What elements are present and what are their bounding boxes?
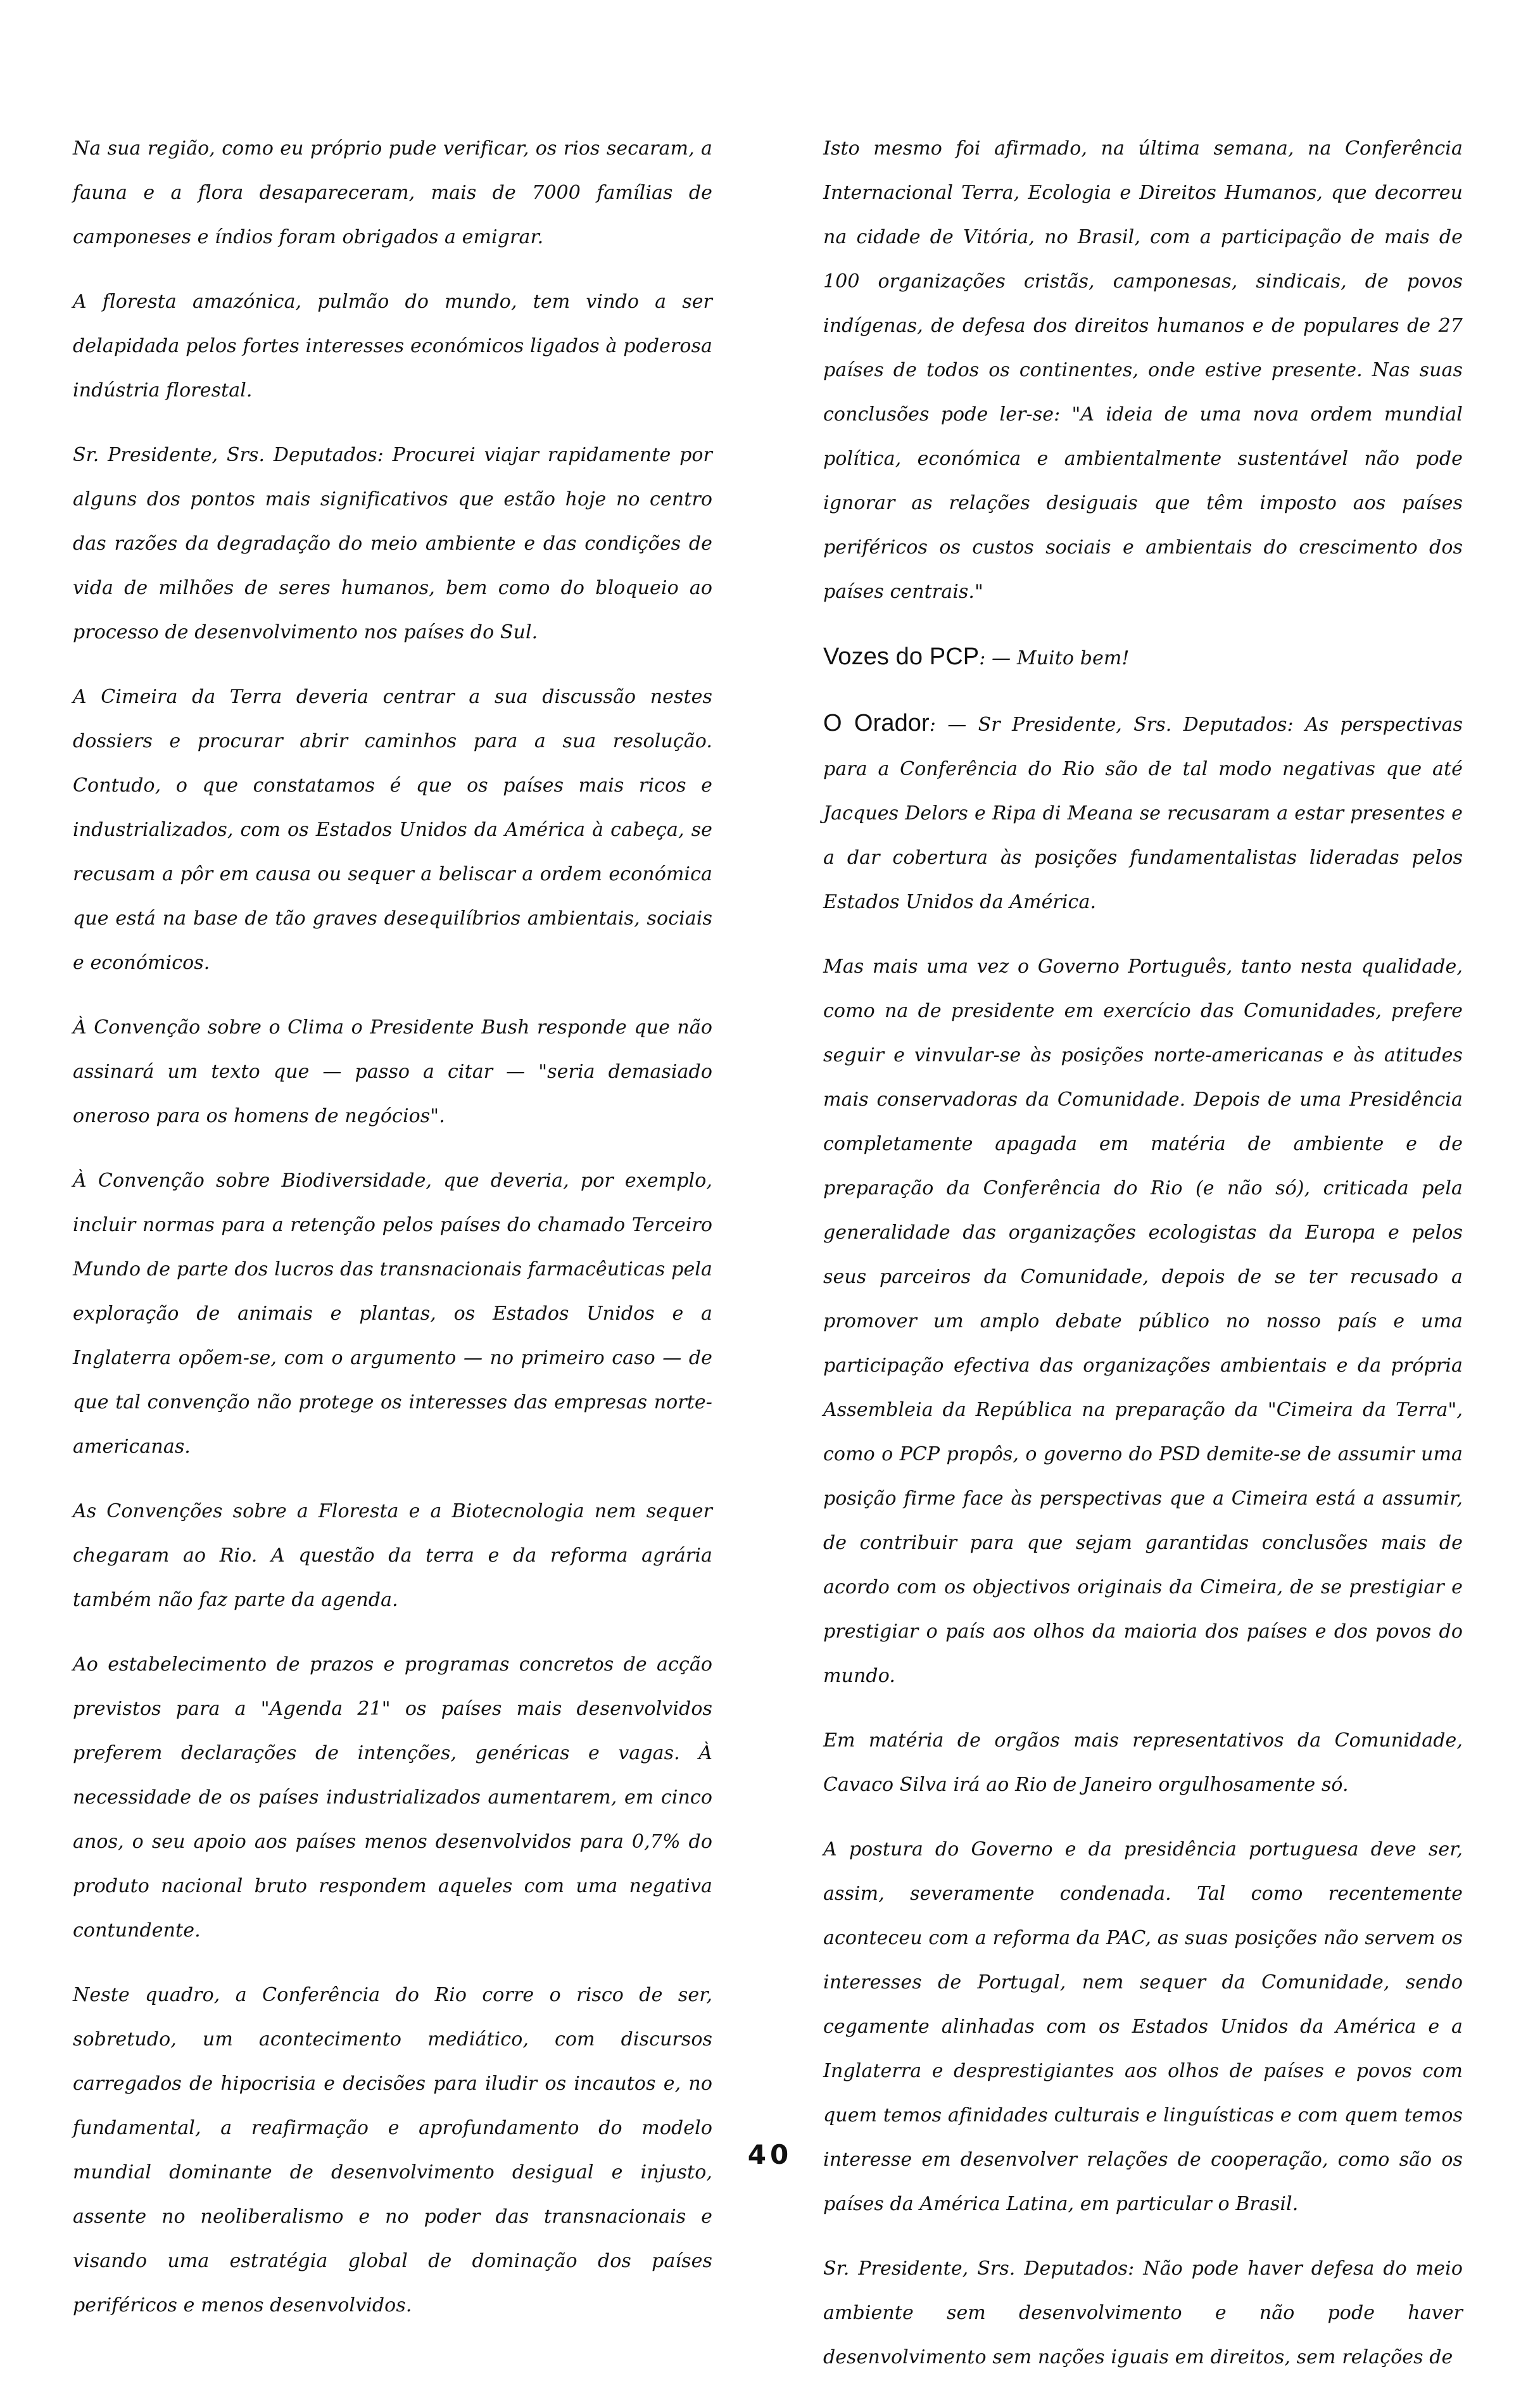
paragraph: Mas mais uma vez o Governo Português, tanto nesta qualidade, como na de presidente em exercício das Comunidades, prefere seguir e vinvular-se às posições norte-americanas e às atitudes mais conservadoras da Comunidade. Depois de uma Presidência completamente apagada em matéria de ambiente e de preparação da Conferência do Rio (e não só), criticada pela generalidade das organizações ecologistas da Europa e pelos seus parceiros da Comunidade, depois de se ter recusado a promover um amplo debate público no nosso país e uma participação efectiva das organizações ambientais e da própria Assembleia da República na preparação da "Cimeira da Terra", como o PCP propôs, o governo do PSD demite-se de assumir uma posição firme face às perspectivas que a Cimeira está a assumir, de contribuir para que sejam garantidas conclusões mais de acordo com os objectivos originais da Cimeira, de se prestigiar e prestigiar o país aos olhos da maioria dos países e dos povos do mundo. [823, 956, 1463, 1687]
paragraph: À Convenção sobre Biodiversidade, que deveria, por exemplo, incluir normas para a retenção pelos países do chamado Terceiro Mundo de parte dos lucros das transnacionais farmacêuticas pela exploração de animais e plantas, os Estados Unidos e a Inglaterra opõem-se, com o argumento — no primeiro caso — de que tal convenção não protege os interesses das empresas norte-americanas. [73, 1170, 712, 1458]
interjection-text: : — Muito bem! [979, 647, 1130, 669]
paragraph: Sr. Presidente, Srs. Deputados: Não pode haver defesa do meio ambiente sem desenvolvimento e não pode haver desenvolvimento sem nações iguais em direitos, sem relações de [823, 2258, 1463, 2368]
right-column [823, 127, 1463, 2400]
paragraph: A postura do Governo e da presidência portuguesa deve ser, assim, severamente condenada. Tal como recentemente aconteceu com a reforma da PAC, as suas posições não servem os interesses de Portugal, nem sequer da Comunidade, sendo cegamente alinhadas com os Estados Unidos da América e a Inglaterra e desprestigiantes aos olhos de países e povos com quem temos afinidades culturais e linguísticas e com quem temos interesse em desenvolver relações de cooperação, como são os países da América Latina, em particular o Brasil. [823, 1838, 1463, 2215]
speech-text: : — Sr Presidente, Srs. Deputados: As perspectivas para a Conferência do Rio são de tal modo negativas que até Jacques Delors e Ripa di Meana se recusaram a estar presentes e a dar cobertura às posições fundamentalistas lideradas pelos Estados Unidos da América. [823, 714, 1463, 913]
paragraph: Na sua região, como eu próprio pude verificar, os rios secaram, a fauna e a flora desapareceram, mais de 7000 famílias de camponeses e índios foram obrigados a emigrar. [73, 137, 712, 248]
paragraph: A Cimeira da Terra deveria centrar a sua discussão nestes dossiers e procurar abrir caminhos para a sua resolução. Contudo, o que constatamos é que os países mais ricos e industrializados, com os Estados Unidos da América à cabeça, se recusam a pôr em causa ou sequer a beliscar a ordem económica que está na base de tão graves desequilíbrios ambientais, sociais e económicos. [73, 686, 712, 974]
paragraph: Sr. Presidente, Srs. Deputados: Procurei viajar rapidamente por alguns dos pontos mais significativos que estão hoje no centro das razões da degradação do meio ambiente e das condições de vida de milhões de seres humanos, bem como do bloqueio ao processo de desenvolvimento nos países do Sul. [73, 444, 712, 643]
paragraph: Em matéria de orgãos mais representativos da Comunidade, Cavaco Silva irá ao Rio de Janeiro orgulhosamente só. [823, 1729, 1463, 1796]
speech [823, 701, 1463, 925]
paragraph: À Convenção sobre o Clima o Presidente Bush responde que não assinará um texto que — passo a citar — "seria demasiado oneroso para os homens de negócios". [73, 1016, 712, 1127]
paragraph: Neste quadro, a Conferência do Rio corre o risco de ser, sobretudo, um acontecimento mediático, com discursos carregados de hipocrisia e decisões para iludir os incautos e, no fundamental, a reafirmação e aprofundamento do modelo mundial dominante de desenvolvimento desigual e injusto, assente no neoliberalismo e no poder das transnacionais e visando uma estratégia global de dominação dos países periféricos e menos desenvolvidos. [73, 1984, 712, 2316]
interjection [823, 635, 1463, 681]
paragraph: Ao estabelecimento de prazos e programas concretos de acção previstos para a "Agenda 21" os países mais desenvolvidos preferem declarações de intenções, genéricas e vagas. À necessidade de os países industrializados aumentarem, em cinco anos, o seu apoio aos países menos desenvolvidos para 0,7% do produto nacional bruto respondem aqueles com uma negativa contundente. [73, 1653, 712, 1942]
page-number: 40 [747, 2139, 793, 2170]
paragraph: A floresta amazónica, pulmão do mundo, tem vindo a ser delapidada pelos fortes interesses económicos ligados à poderosa indústria florestal. [73, 291, 712, 401]
speaker-label: O Orador [823, 710, 930, 736]
paragraph: Isto mesmo foi afirmado, na última semana, na Conferência Internacional Terra, Ecologia e Direitos Humanos, que decorreu na cidade de Vitória, no Brasil, com a participação de mais de 100 organizações cristãs, camponesas, sindicais, de povos indígenas, de defesa dos direitos humanos e de populares de 27 países de todos os continentes, onde estive presente. Nas suas conclusões pode ler-se: "A ideia de uma nova ordem mundial política, económica e ambientalmente sustentável não pode ignorar as relações desiguais que têm imposto aos países periféricos os custos sociais e ambientais do crescimento dos países centrais." [823, 137, 1463, 603]
speaker-label: Vozes do PCP [823, 643, 980, 670]
paragraph: As Convenções sobre a Floresta e a Biotecnologia nem sequer chegaram ao Rio. A questão da terra e da reforma agrária também não faz parte da agenda. [73, 1500, 712, 1611]
left-column [73, 127, 712, 2348]
